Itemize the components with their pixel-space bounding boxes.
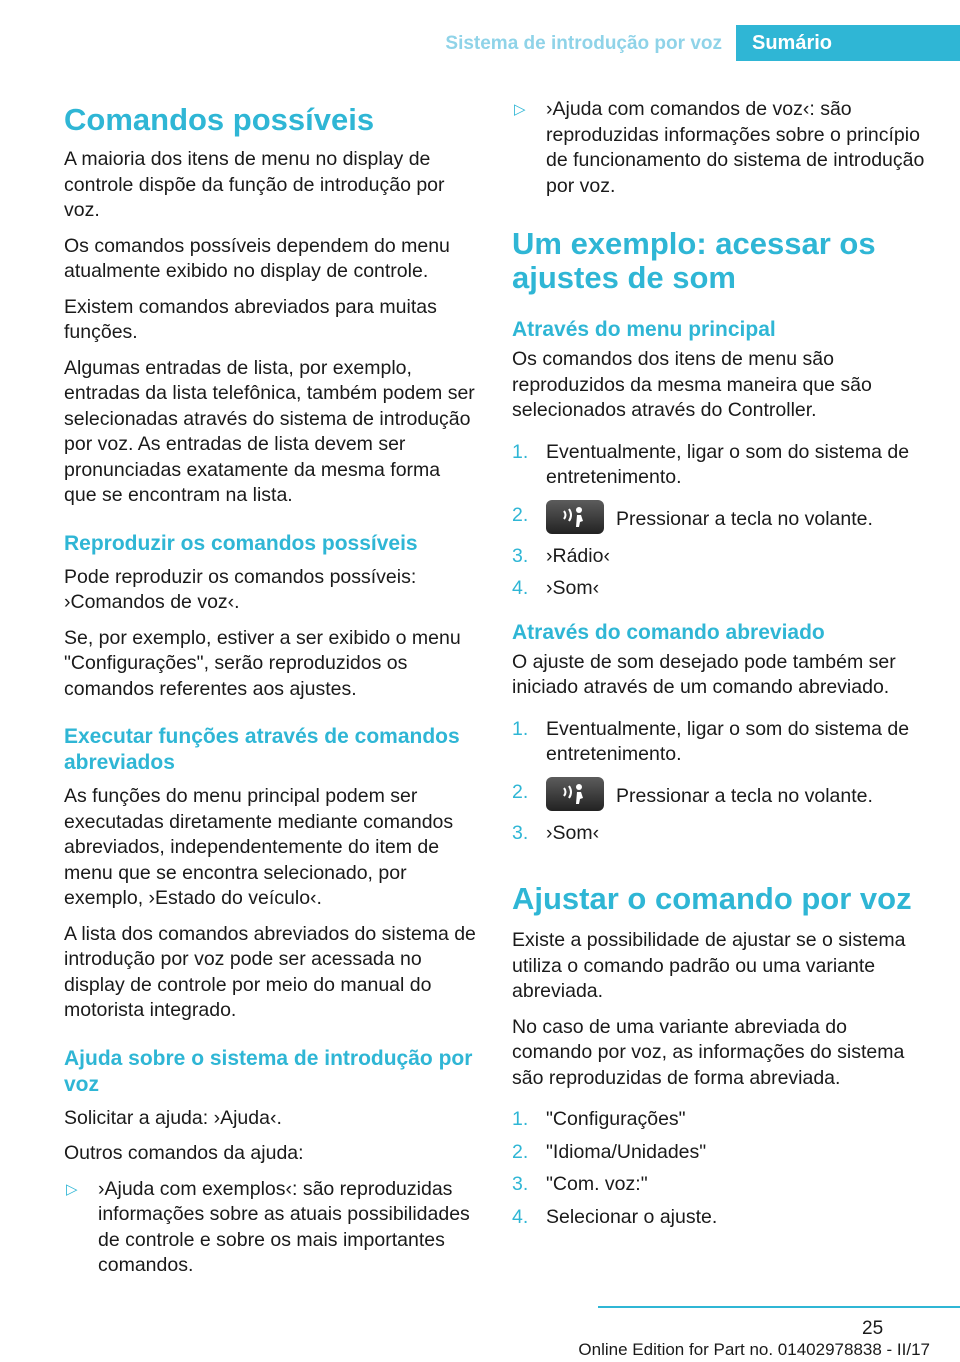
subheading-reproduzir: Reproduzir os comandos possíveis [64, 531, 418, 555]
numbered-list-c [512, 1107, 932, 1230]
numbered-list-a [512, 440, 932, 602]
paragraph: Os comandos dos itens de menu são reproduzidos da mesma maneira que são selecionados através do Controller. [512, 348, 872, 421]
list-item-text: ›Ajuda com comandos de voz‹: são reproduzidas informações sobre o princípio de funcionamento do sistema de introdução por voz. [546, 98, 925, 197]
list-item-text: ›Ajuda com exemplos‹: são reproduzidas informações sobre as atuais possibilidades de controle e sobre os mais importantes comandos. [98, 1177, 470, 1276]
bullet-list [512, 97, 932, 199]
list-item: 3. ›Som‹ [512, 821, 600, 844]
header-tab-contents[interactable]: Sumário [736, 25, 960, 61]
left-column [64, 103, 478, 1289]
list-item: 1. "Configurações" [512, 1108, 686, 1130]
paragraph: Existem comandos abreviados para muitas funções. [64, 295, 437, 343]
paragraph: As funções do menu principal podem ser executadas diretamente mediante comandos abreviados, independentemente do item de menu que se encontra selecionado, por exemplo, ›Estado do veículo‹. [64, 785, 454, 909]
list-item [512, 97, 932, 199]
heading-comandos-possiveis: Comandos possíveis [64, 102, 375, 137]
right-column [512, 97, 932, 1240]
list-item: 4. ›Som‹ [512, 577, 600, 599]
paragraph: No caso de uma variante abreviada do comando por voz, as informações do sistema são reproduzidas de forma abreviada. [512, 1015, 905, 1089]
list-item: 2. Pressionar a tecla no volante. [512, 503, 932, 537]
voice-command-button-icon [546, 777, 604, 811]
paragraph: A maioria dos itens de menu no display de controle dispõe da função de introdução por voz. [64, 148, 445, 221]
voice-command-button-icon [546, 500, 604, 534]
list-item: 4. Selecionar o ajuste. [512, 1205, 718, 1228]
triangle-right-icon: ▷ [66, 1180, 78, 1198]
triangle-right-icon: ▷ [514, 101, 526, 118]
footer-rule [598, 1306, 960, 1308]
paragraph: Outros comandos da ajuda: [64, 1142, 304, 1164]
subheading-executar: Executar funções através de comandos abreviados [64, 725, 460, 774]
list-item: 3. ›Rádio‹ [512, 544, 610, 567]
bullet-list [64, 1177, 478, 1279]
paragraph: Solicitar a ajuda: ›Ajuda‹. [64, 1106, 282, 1129]
paragraph: Pode reproduzir os comandos possíveis: ›Comandos de voz‹. [64, 565, 417, 613]
list-item: 1. Eventualmente, ligar o som do sistema de entretenimento. [512, 440, 910, 488]
heading-exemplo-ajustes-som: Um exemplo: acessar os ajustes de som [512, 226, 876, 295]
subheading-ajuda: Ajuda sobre o sistema de introdução por voz [64, 1046, 473, 1096]
paragraph: O ajuste de som desejado pode também ser iniciado através de um comando abreviado. [512, 650, 896, 698]
header-section-title: Sistema de introdução por voz [445, 33, 722, 54]
page-number: 25 [862, 1318, 884, 1339]
list-item: 2. "Idioma/Unidades" [512, 1140, 707, 1163]
subheading-comando-abreviado: Através do comando abreviado [512, 620, 825, 644]
heading-ajustar-comando: Ajustar o comando por voz [512, 881, 912, 916]
list-item: 2. Pressionar a tecla no volante. [512, 780, 932, 814]
edition-note: Online Edition for Part no. 01402978838 - II/17 [578, 1340, 930, 1359]
list-item: 3. "Com. voz:" [512, 1173, 648, 1195]
numbered-list-b [512, 717, 932, 847]
list-item: 1. Eventualmente, ligar o som do sistema de entretenimento. [512, 717, 910, 765]
subheading-menu-principal: Através do menu principal [512, 318, 776, 341]
paragraph: Se, por exemplo, estiver a ser exibido o menu "Configurações", serão reproduzidos os comandos referentes aos ajustes. [64, 626, 461, 700]
list-item [64, 1177, 478, 1279]
paragraph: Algumas entradas de lista, por exemplo, entradas da lista telefônica, também podem ser selecionadas através do sistema de introdução por voz. As entradas de lista devem ser pronunciadas exatamente da mesma forma que se encontram na lista. [64, 356, 475, 506]
paragraph: A lista dos comandos abreviados do sistema de introdução por voz pode ser acessada no display de controle por meio do manual do motorista integrado. [64, 922, 476, 1021]
paragraph: Os comandos possíveis dependem do menu atualmente exibido no display de controle. [64, 234, 450, 282]
paragraph: Existe a possibilidade de ajustar se o sistema utiliza o comando padrão ou uma variante abreviada. [512, 929, 906, 1002]
